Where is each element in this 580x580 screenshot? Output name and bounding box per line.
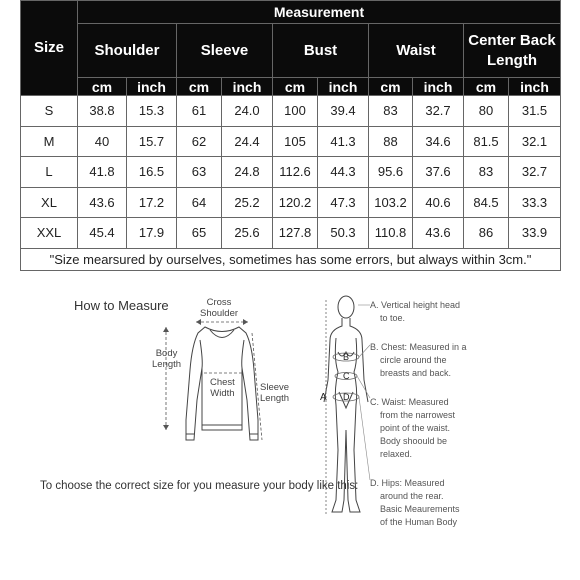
value-cell: 32.7 — [413, 96, 464, 127]
cross-shoulder-label: Cross Shoulder — [200, 297, 239, 319]
value-cell: 25.2 — [222, 187, 273, 218]
value-cell: 103.2 — [369, 187, 413, 218]
value-cell: 38.8 — [78, 96, 127, 127]
value-cell: 15.3 — [127, 96, 177, 127]
value-cell: 50.3 — [318, 218, 369, 249]
value-cell: 105 — [273, 126, 318, 157]
value-cell: 83 — [464, 157, 509, 188]
unit-inch: inch — [509, 78, 561, 96]
value-cell: 100 — [273, 96, 318, 127]
body-letter-c: C — [343, 371, 350, 381]
unit-inch: inch — [318, 78, 369, 96]
value-cell: 61 — [177, 96, 222, 127]
size-cell: M — [21, 126, 78, 157]
value-cell: 63 — [177, 157, 222, 188]
note-c: C. Waist: Measured from the narrowest point of the waist. Body shoould be relaxed. — [370, 397, 456, 459]
sleeve-length-label: Sleeve Length — [260, 382, 290, 404]
value-cell: 32.1 — [509, 126, 561, 157]
value-cell: 84.5 — [464, 187, 509, 218]
value-cell: 65 — [177, 218, 222, 249]
value-cell: 40.6 — [413, 187, 464, 218]
note-b: B. Chest: Measured in a circle around the breasts and back. — [370, 342, 467, 378]
value-cell: 25.6 — [222, 218, 273, 249]
table-note: "Size mearsured by ourselves, sometimes has some errors, but always within 3cm." — [21, 248, 561, 270]
value-cell: 43.6 — [78, 187, 127, 218]
value-cell: 33.3 — [509, 187, 561, 218]
body-letter-d: D — [343, 392, 350, 402]
value-cell: 15.7 — [127, 126, 177, 157]
value-cell: 40 — [78, 126, 127, 157]
value-cell: 24.8 — [222, 157, 273, 188]
unit-inch: inch — [413, 78, 464, 96]
unit-cm: cm — [78, 78, 127, 96]
unit-inch: inch — [127, 78, 177, 96]
value-cell: 47.3 — [318, 187, 369, 218]
value-cell: 31.5 — [509, 96, 561, 127]
value-cell: 39.4 — [318, 96, 369, 127]
value-cell: 120.2 — [273, 187, 318, 218]
value-cell: 86 — [464, 218, 509, 249]
value-cell: 80 — [464, 96, 509, 127]
value-cell: 41.3 — [318, 126, 369, 157]
body-letter-a: A — [320, 392, 327, 403]
value-cell: 88 — [369, 126, 413, 157]
size-cell: S — [21, 96, 78, 127]
size-header: Size — [21, 1, 78, 96]
choose-size-text: To choose the correct size for you measure your body like this: — [40, 480, 359, 492]
sweater-drawing — [186, 327, 258, 440]
unit-cm: cm — [177, 78, 222, 96]
unit-cm: cm — [464, 78, 509, 96]
value-cell: 110.8 — [369, 218, 413, 249]
value-cell: 24.4 — [222, 126, 273, 157]
value-cell: 37.6 — [413, 157, 464, 188]
size-cell: XXL — [21, 218, 78, 249]
unit-cm: cm — [273, 78, 318, 96]
value-cell: 44.3 — [318, 157, 369, 188]
value-cell: 112.6 — [273, 157, 318, 188]
value-cell: 17.9 — [127, 218, 177, 249]
note-d: D. Hips: Measured around the rear. Basic Meaurements of the Human Body — [370, 478, 460, 527]
value-cell: 24.0 — [222, 96, 273, 127]
body-length-label: Body Length — [152, 348, 182, 370]
value-cell: 127.8 — [273, 218, 318, 249]
center-back-length-header: Center Back Length — [464, 24, 561, 78]
value-cell: 83 — [369, 96, 413, 127]
how-to-measure-title: How to Measure — [74, 298, 169, 313]
value-cell: 62 — [177, 126, 222, 157]
value-cell: 34.6 — [413, 126, 464, 157]
guide-arrows — [163, 319, 248, 430]
value-cell: 64 — [177, 187, 222, 218]
unit-inch: inch — [222, 78, 273, 96]
body-drawing — [324, 296, 368, 512]
unit-cm: cm — [369, 78, 413, 96]
note-a: A. Vertical height head to toe. — [370, 300, 461, 323]
value-cell: 33.9 — [509, 218, 561, 249]
size-cell: L — [21, 157, 78, 188]
value-cell: 32.7 — [509, 157, 561, 188]
body-measure-lines — [326, 300, 359, 515]
value-cell: 43.6 — [413, 218, 464, 249]
size-cell: XL — [21, 187, 78, 218]
value-cell: 41.8 — [78, 157, 127, 188]
value-cell: 16.5 — [127, 157, 177, 188]
value-cell: 95.6 — [369, 157, 413, 188]
value-cell: 81.5 — [464, 126, 509, 157]
chest-width-label: Chest Width — [210, 377, 235, 399]
measurement-header: Measurement — [78, 1, 561, 24]
bust-header: Bust — [273, 24, 369, 78]
value-cell: 17.2 — [127, 187, 177, 218]
shoulder-header: Shoulder — [78, 24, 177, 78]
body-letter-b: B — [343, 352, 350, 362]
value-cell: 45.4 — [78, 218, 127, 249]
waist-header: Waist — [369, 24, 464, 78]
guide-lines — [166, 322, 262, 440]
sleeve-header: Sleeve — [177, 24, 273, 78]
